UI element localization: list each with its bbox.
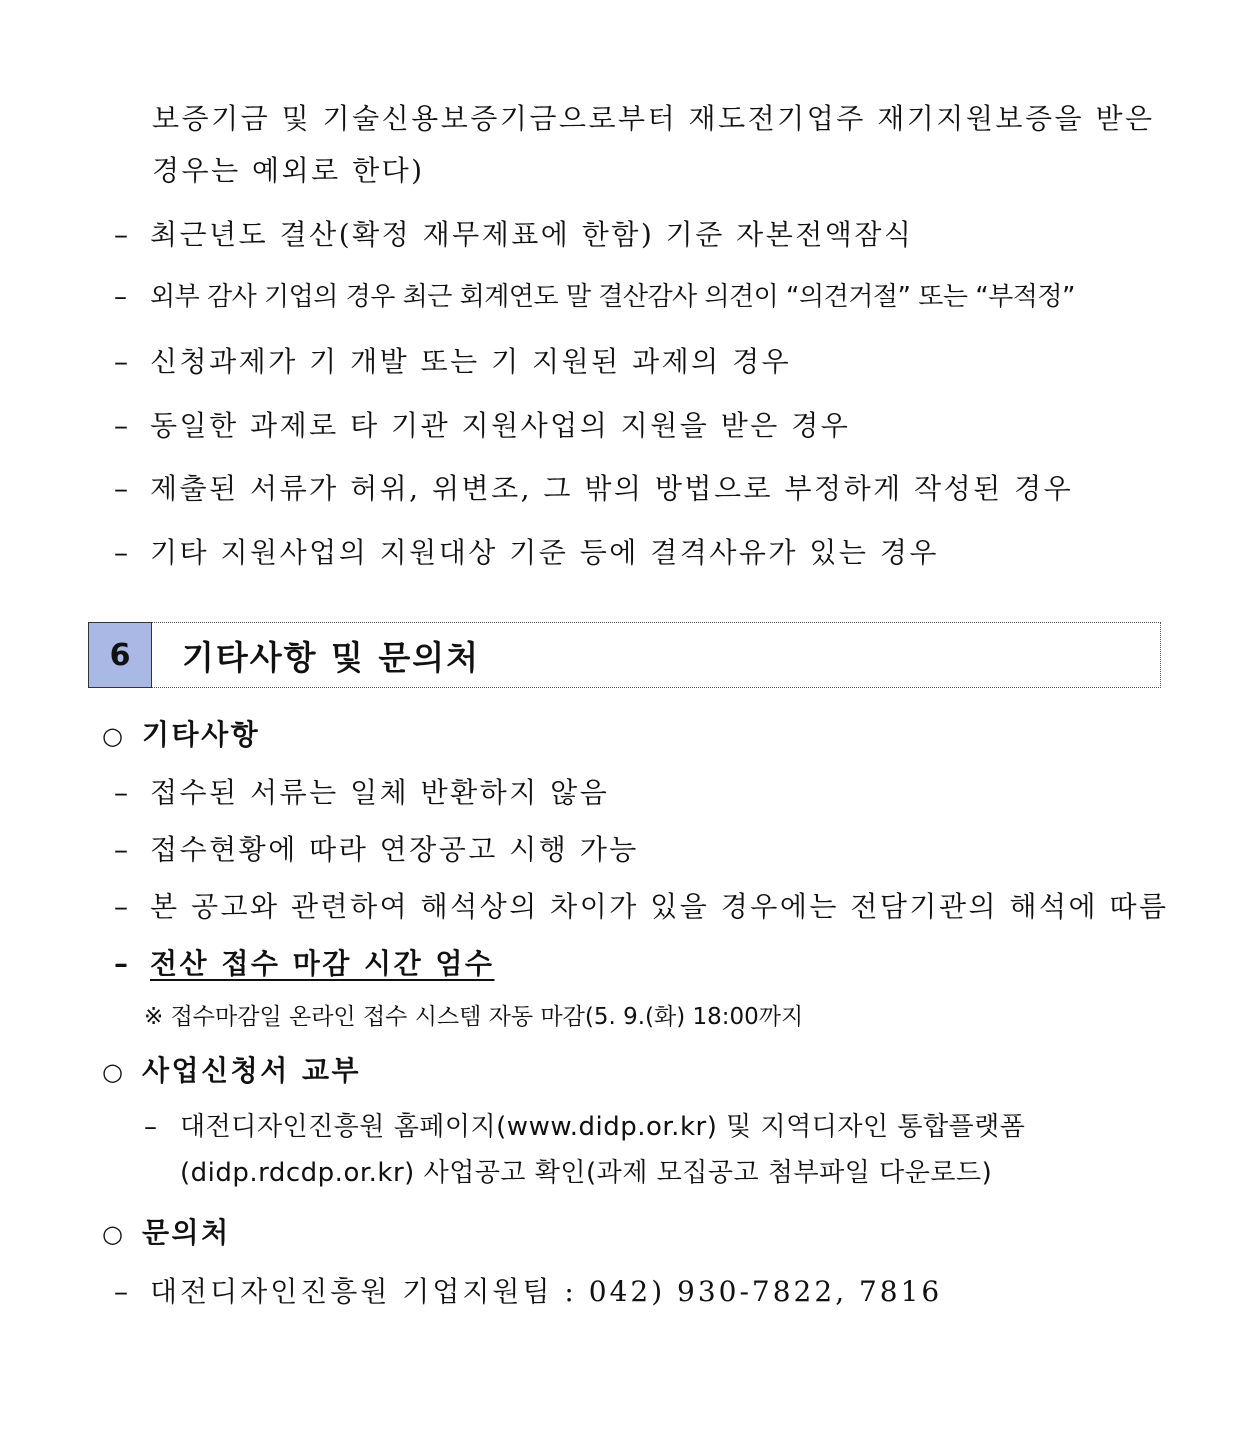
contact-title: 문의처 (142, 1216, 231, 1249)
other-title: 기타사항 (142, 718, 261, 751)
dash-marker: – (114, 409, 131, 442)
exclusion-item (114, 345, 791, 379)
dash-marker: – (114, 1275, 131, 1308)
dash-marker: – (114, 833, 131, 866)
dash-marker: – (114, 536, 131, 569)
section-number: 6 (88, 622, 152, 688)
exclusion-item-text: 외부 감사 기업의 경우 최근 회계연도 말 결산감사 의견이 “의견거절” 또는 “부적정” (150, 282, 1076, 312)
exclusion-item-text: 신청과제가 기 개발 또는 기 지원된 과제의 경우 (150, 345, 792, 378)
circle-marker: ○ (102, 1058, 126, 1086)
exclusion-item-text: 동일한 과제로 타 기관 지원사업의 지원을 받은 경우 (150, 409, 851, 442)
dash-marker: – (114, 218, 131, 251)
dash-marker: – (114, 947, 131, 980)
other-item (114, 890, 1169, 924)
exclusion-item (114, 282, 1075, 313)
dash-marker: – (114, 345, 131, 378)
continued-text-line-1: 보증기금 및 기술신용보증기금으로부터 재도전기업주 재기지원보증을 받은 (152, 102, 1155, 135)
exclusion-item (114, 536, 939, 570)
exclusion-item-text: 기타 지원사업의 지원대상 기준 등에 결격사유가 있는 경우 (150, 536, 939, 569)
dash-marker: – (114, 890, 131, 923)
other-item-text: 본 공고와 관련하여 해석상의 차이가 있을 경우에는 전담기관의 해석에 따름 (150, 890, 1169, 923)
distribution-section-heading (102, 1054, 361, 1088)
deadline-notice: 전산 접수 마감 시간 엄수 (150, 947, 495, 980)
distribution-item (144, 1112, 1025, 1143)
dash-marker: – (114, 282, 127, 312)
contact-text: 대전디자인진흥원 기업지원팀 : 042) 930-7822, 7816 (150, 1275, 943, 1308)
other-section-heading (102, 718, 260, 752)
other-item-text: 접수된 서류는 일체 반환하지 않음 (150, 776, 610, 809)
other-item-text: 접수현황에 따라 연장공고 시행 가능 (150, 833, 639, 866)
deadline-note: ※ 접수마감일 온라인 접수 시스템 자동 마감(5. 9.(화) 18:00까지 (144, 1004, 804, 1030)
other-item (114, 776, 609, 810)
contact-section-heading (102, 1216, 231, 1250)
continued-text-line-2: 경우는 예외로 한다) (152, 154, 425, 187)
exclusion-item-text: 제출된 서류가 허위, 위변조, 그 밖의 방법으로 부정하게 작성된 경우 (150, 472, 1074, 505)
distribution-text-line-2: (didp.rdcdp.or.kr) 사업공고 확인(과제 모집공고 첨부파일 다운로드) (180, 1158, 993, 1188)
circle-marker: ○ (102, 722, 126, 750)
exclusion-item (114, 472, 1073, 506)
dash-marker: – (114, 472, 131, 505)
other-item-emphasis (114, 947, 494, 981)
other-item (114, 833, 639, 867)
exclusion-item-text: 최근년도 결산(확정 재무제표에 한함) 기준 자본전액잠식 (150, 218, 914, 251)
circle-marker: ○ (102, 1220, 126, 1248)
dash-marker: – (144, 1112, 158, 1142)
distribution-title: 사업신청서 교부 (142, 1054, 362, 1087)
distribution-text-line-1: 대전디자인진흥원 홈페이지(www.didp.or.kr) 및 지역디자인 통합플랫폼 (180, 1112, 1026, 1142)
dash-marker: – (114, 776, 131, 809)
exclusion-item (114, 218, 913, 252)
contact-item (114, 1275, 942, 1309)
exclusion-item (114, 409, 850, 443)
section-title: 기타사항 및 문의처 (182, 638, 481, 677)
